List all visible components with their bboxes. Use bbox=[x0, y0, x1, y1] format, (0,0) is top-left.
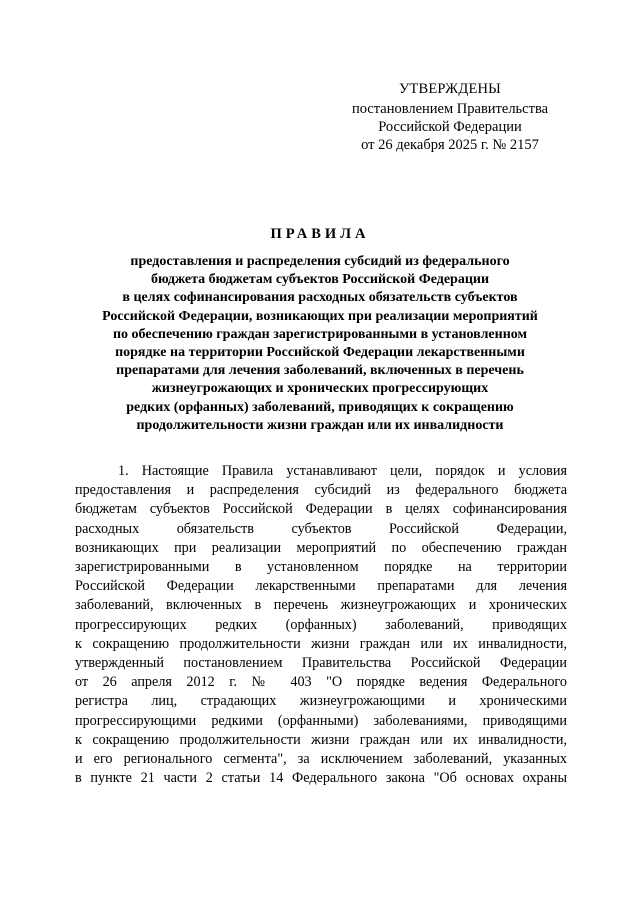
approval-line: от 26 декабря 2025 г. № 2157 bbox=[361, 137, 539, 153]
paragraph-line: возникающих при реализации мероприятий по обеспечению граждан bbox=[75, 539, 567, 556]
subtitle-line: бюджета бюджетам субъектов Российской Федерации bbox=[150, 272, 490, 288]
paragraph-line: зарегистрированными в установленном порядке на территории bbox=[75, 559, 567, 576]
paragraph-line: к сокращению продолжительности жизни граждан или их инвалидности, bbox=[75, 731, 567, 748]
subtitle-line: продолжительности жизни граждан или их инвалидности bbox=[136, 417, 504, 433]
subtitle-line: порядке на территории Российской Федерации лекарственными bbox=[115, 345, 525, 361]
paragraph-line: от 26 апреля 2012 г. № 403 "О порядке ведения Федерального bbox=[75, 674, 567, 691]
subtitle-line: Российской Федерации, возникающих при реализации мероприятий bbox=[102, 308, 538, 324]
paragraph-1 bbox=[75, 462, 567, 788]
subtitle-line: предоставления и распределения субсидий из федерального bbox=[130, 254, 510, 269]
paragraph-line: и его регионального сегмента", за исключением заболеваний, указанных bbox=[75, 751, 567, 768]
document-subtitle bbox=[70, 253, 570, 435]
paragraph-line: бюджетам субъектов Российской Федерации в целях софинансирования bbox=[75, 501, 567, 518]
paragraph-line: регистра лиц, страдающих жизнеугрожающими и хроническими bbox=[75, 693, 567, 710]
paragraph-line: утвержденный постановлением Правительства Российской Федерации bbox=[75, 655, 567, 672]
subtitle-line: редких (орфанных) заболеваний, приводящих к сокращению bbox=[126, 399, 514, 415]
approval-stamp bbox=[330, 80, 570, 154]
subtitle-line: жизнеугрожающих и хронических прогрессирующих bbox=[151, 381, 489, 397]
approval-line: постановлением Правительства bbox=[351, 101, 549, 117]
approval-heading: УТВЕРЖДЕНЫ bbox=[398, 81, 502, 97]
approval-line: Российской Федерации bbox=[378, 119, 522, 135]
subtitle-line: в целях софинансирования расходных обязательств субъектов bbox=[122, 290, 518, 306]
paragraph-line: прогрессирующими редкими (орфанными) заболеваниями, приводящими bbox=[75, 712, 567, 729]
paragraph-line: прогрессирующих редких (орфанных) заболеваний, приводящих bbox=[75, 616, 567, 633]
paragraph-line: в пункте 21 части 2 статьи 14 Федерального закона "Об основах охраны bbox=[75, 770, 567, 787]
paragraph-line: 1. Настоящие Правила устанавливают цели, порядок и условия bbox=[118, 463, 567, 479]
subtitle-line: препаратами для лечения заболеваний, включенных в перечень bbox=[116, 363, 524, 379]
paragraph-line: Российской Федерации лекарственными препаратами для лечения bbox=[75, 578, 567, 595]
document-title: ПРАВИЛА bbox=[270, 226, 370, 242]
paragraph-line: расходных обязательств субъектов Российской Федерации, bbox=[75, 520, 567, 537]
paragraph-line: к сокращению продолжительности жизни граждан или их инвалидности, bbox=[75, 635, 567, 652]
paragraph-line: предоставления и распределения субсидий из федерального бюджета bbox=[75, 482, 567, 499]
paragraph-line: заболеваний, включенных в перечень жизнеугрожающих и хронических bbox=[75, 597, 567, 614]
subtitle-line: по обеспечению граждан зарегистрированными в установленном bbox=[112, 326, 528, 342]
